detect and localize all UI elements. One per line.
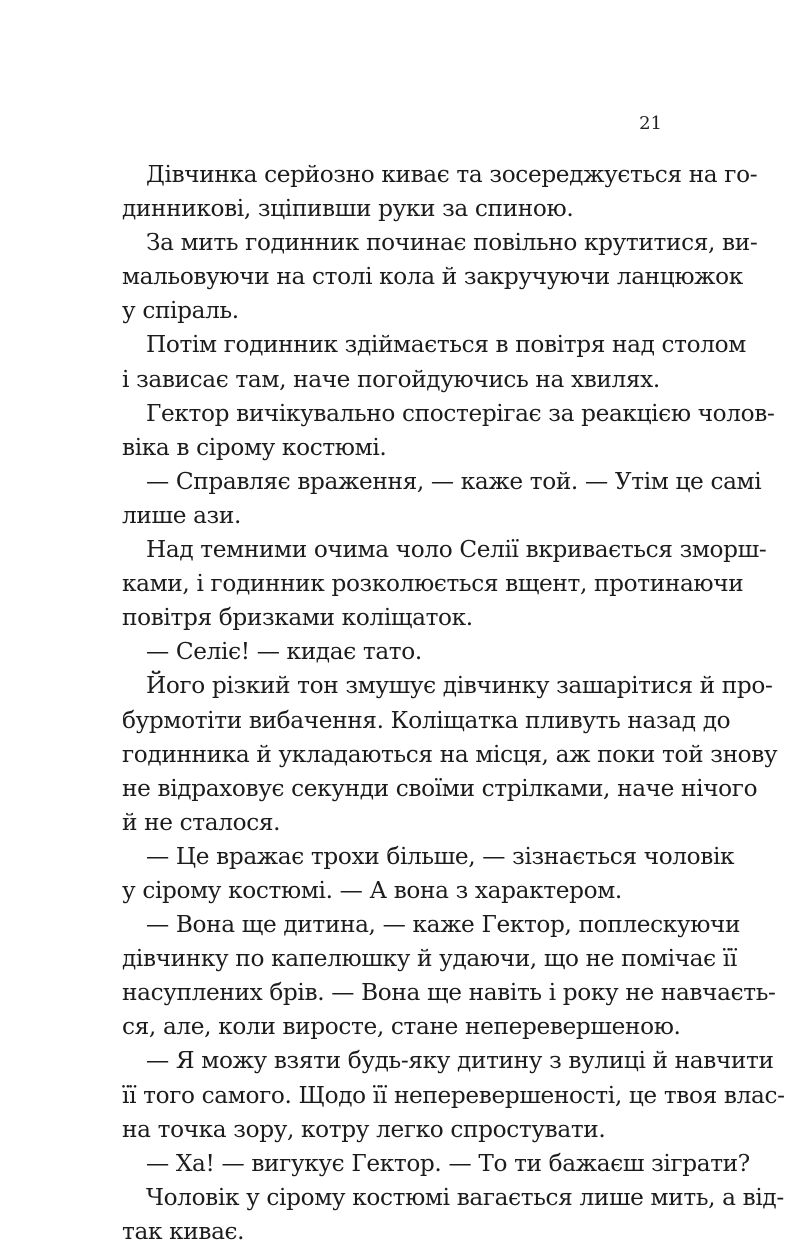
text-line: мальовуючи на столі кола й закручуючи ланцюжок [122,263,743,291]
text-line: лише ази. [122,501,241,529]
text-line: і зависає там, наче погойдуючись на хвилях. [122,365,660,393]
text-line: у спіраль. [122,297,239,325]
text-line: годинника й укладаються на місця, аж поки той знову [122,740,778,768]
text-line: у сірому костюмі. — А вона з характером. [122,876,622,904]
page-number: 21 [639,113,662,134]
text-line: — Це вражає трохи більше, — зізнається чоловік [146,842,735,870]
text-line: — Ха! — вигукує Гектор. — То ти бажаєш зіграти? [146,1149,750,1177]
text-line: — Селіє! — кидає тато. [146,638,422,666]
text-line: Над темними очима чоло Селії вкривається зморш- [146,536,767,564]
text-line: не відраховує секунди своїми стрілками, наче нічого [122,774,758,802]
text-line: бурмотіти вибачення. Коліщатка пливуть назад до [122,706,731,734]
text-line: дівчинку по капелюшку й удаючи, що не помічає її [122,945,737,973]
text-line: на точка зору, котру легко спростувати. [122,1115,606,1143]
text-line: насуплених брів. — Вона ще навіть і року не навчаєть- [122,979,776,1007]
text-line: — Вона ще дитина, — каже Гектор, поплескуючи [146,911,741,939]
text-line: її того самого. Щодо її неперевершеності, це твоя влас- [122,1081,785,1109]
text-line: За мить годинник починає повільно крутитися, ви- [146,229,758,257]
text-line: віка в сірому костюмі. [122,433,387,461]
text-line: Чоловік у сірому костюмі вагається лише мить, а від- [146,1183,784,1211]
text-line: й не сталося. [122,808,281,836]
text-line: повітря бризками коліщаток. [122,604,473,632]
text-line: Його різкий тон змушує дівчинку зашарітися й про- [146,672,773,700]
text-line: Гектор вичікувально спостерігає за реакцією чолов- [146,399,775,427]
text-line: динникові, зціпивши руки за спиною. [122,195,574,223]
text-line: — Я можу взяти будь-яку дитину з вулиці й навчити [146,1047,774,1075]
text-line: — Справляє враження, — каже той. — Утім це самі [146,467,762,495]
text-line: Дівчинка серйозно киває та зосереджується на го- [146,161,758,188]
text-line: так киває. [122,1217,245,1245]
text-line: ками, і годинник розколюється вщент, протинаючи [122,570,744,598]
body-text [122,158,785,1249]
text-line: ся, але, коли виросте, стане неперевершеною. [122,1013,681,1041]
text-line: Потім годинник здіймається в повітря над столом [146,331,746,359]
